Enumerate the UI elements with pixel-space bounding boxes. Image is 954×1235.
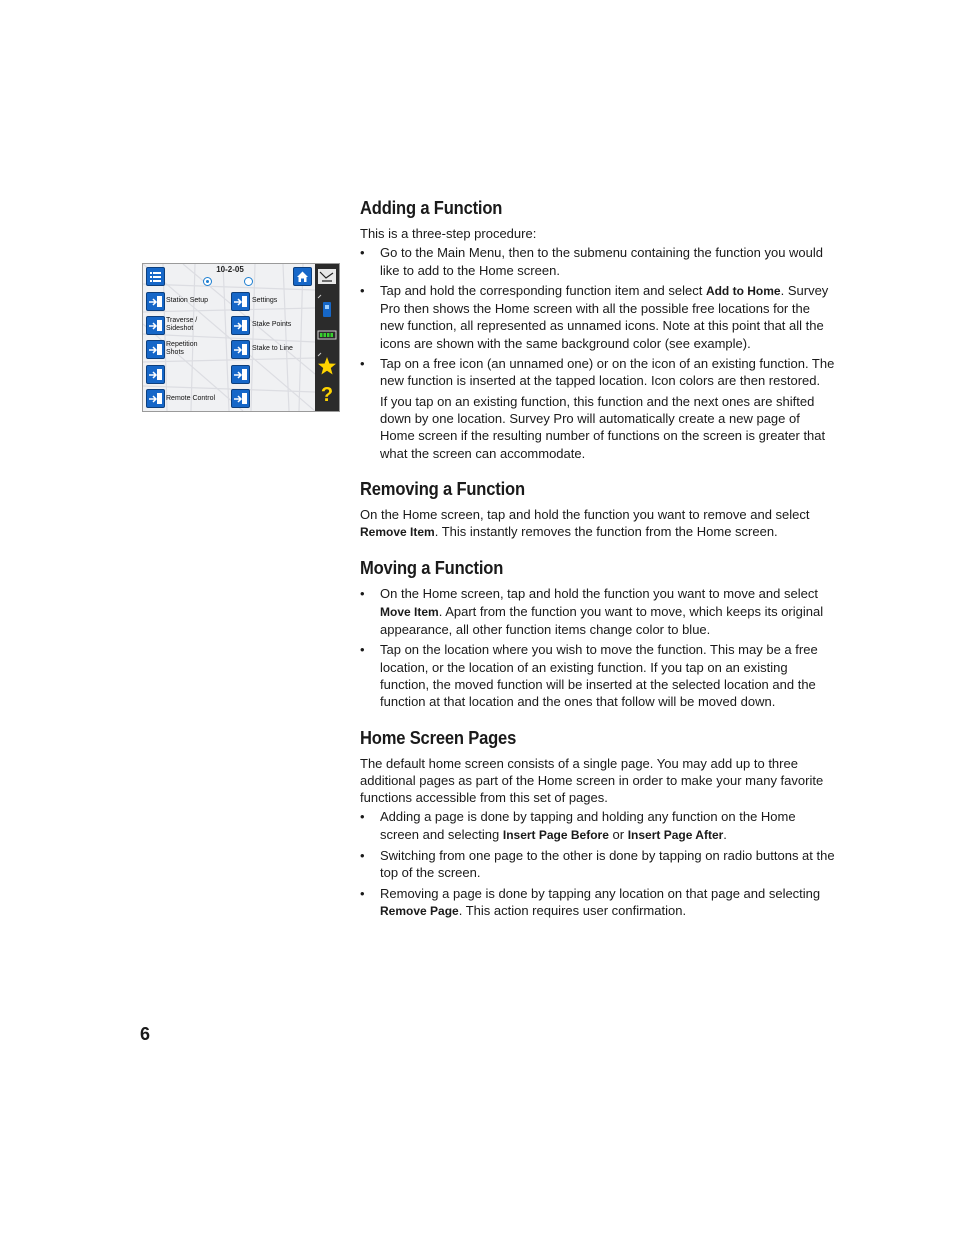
function-icon-empty[interactable]: [146, 365, 165, 384]
status-sidebar: [315, 264, 339, 411]
list-item: • Tap on the location where you wish to move the function. This may be a free location, or the location of an existing function. If you tap on an existing function, the moved function will be inserted at the selected location and the function at that location and the ones that follow will be moved down.: [360, 642, 818, 710]
function-icon[interactable]: [146, 340, 165, 359]
function-label: Station Setup: [166, 297, 209, 304]
function-label: Stake Points: [252, 321, 292, 328]
paragraph: If you tap on an existing function, this function and the next ones are shifted down by one location. Survey Pro will automatically create a new page of Home screen if the resulting number of functions on the screen is greater that what the screen can accommodate.: [380, 393, 826, 461]
svg-text:?: ?: [320, 384, 334, 406]
list-item: • Switching from one page to the other is done by tapping on radio buttons at the top of the screen.: [360, 848, 835, 881]
favorites-star-icon[interactable]: [318, 353, 336, 375]
menu-command: Add to Home: [705, 283, 781, 298]
section-heading: Adding a Function: [360, 198, 503, 218]
list-item: • Tap and hold the corresponding function item and select Add to Home. Survey Pro then shows the Home screen with all the possible free locations for the new function, all represented as unnamed icons. Note at this point that all the icons are shown with the same background color (see example).: [360, 282, 829, 351]
page-number: 6: [140, 1024, 151, 1044]
section-heading: Moving a Function: [360, 558, 504, 579]
list-item: • On the Home screen, tap and hold the function you want to move and select Move Item. Apart from the function you want to move, which keeps its original appearance, all other function items change color to blue.: [360, 586, 824, 638]
bullet-glyph: •: [360, 642, 365, 658]
function-icon[interactable]: [231, 292, 250, 311]
instrument-icon[interactable]: [318, 295, 331, 317]
page-radio-2[interactable]: [244, 277, 253, 286]
bullet-glyph: •: [360, 245, 365, 261]
home-icon[interactable]: [293, 267, 312, 286]
bullet-glyph: •: [360, 586, 365, 602]
function-label: Remote Control: [166, 395, 216, 402]
function-label: Settings: [252, 297, 278, 304]
list-item: • Adding a page is done by tapping and holding any function on the Home screen and selecting Insert Page Before or Insert Page After.: [360, 809, 796, 842]
menu-command: Remove Page: [380, 903, 459, 918]
section-removing-function: [360, 479, 835, 542]
function-icon[interactable]: [146, 316, 165, 335]
menu-command: Insert Page Before: [502, 827, 609, 842]
section-home-screen-pages: [360, 728, 835, 921]
menu-command: Insert Page After: [627, 827, 724, 842]
screen-date: 10-2-05: [216, 265, 244, 274]
function-icon[interactable]: [231, 316, 250, 335]
function-label: Repetition Shots: [166, 341, 198, 356]
bullet-glyph: •: [360, 848, 365, 864]
function-icon[interactable]: [146, 389, 165, 408]
section-moving-function: [360, 558, 835, 710]
bullet-glyph: •: [360, 885, 365, 901]
section-heading: Home Screen Pages: [360, 727, 517, 748]
function-icon-empty[interactable]: [231, 389, 250, 408]
menu-command: Remove Item: [360, 525, 435, 540]
function-icon[interactable]: [146, 292, 165, 311]
main-content: [360, 198, 835, 937]
section-heading: Removing a Function: [360, 478, 525, 499]
bullet-list: [360, 808, 835, 920]
list-item: • Removing a page is done by tapping any location on that page and selecting Remove Page. This action requires user confirmation.: [360, 885, 821, 918]
menu-command: Move Item: [380, 604, 439, 619]
paragraph: On the Home screen, tap and hold the function you want to remove and select Remove Item. This instantly removes the function from the Home screen.: [360, 506, 810, 540]
bullet-glyph: •: [360, 356, 365, 372]
function-icon-empty[interactable]: [231, 365, 250, 384]
home-screen-screenshot: [142, 263, 340, 412]
paragraph: The default home screen consists of a single page. You may add up to three additional pages as part of the Home screen in order to make your many favorite functions accessible from this set of pages.: [360, 755, 824, 806]
bullet-list: [360, 244, 835, 462]
map-background: [143, 264, 315, 411]
list-item: • Go to the Main Menu, then to the submenu containing the function you would like to add to the Home screen.: [360, 245, 824, 278]
help-icon[interactable]: [321, 384, 333, 406]
bullet-list: [360, 585, 835, 710]
list-item: • Tap on a free icon (an unnamed one) or on the icon of an existing function. The new function is inserted at the tapped location. Icon colors are then restored. If you tap on an existing function, this function and the next ones are shifted down by one location. Survey Pro will automatically create a new page of Home screen if the resulting number of functions on the screen is greater that what the screen can accommodate.: [360, 356, 835, 461]
page-radio-1[interactable]: [203, 277, 212, 286]
bullet-glyph: •: [360, 809, 365, 825]
function-icon[interactable]: [231, 340, 250, 359]
section-adding-function: [360, 198, 835, 462]
survey-tools-icon[interactable]: [318, 269, 336, 284]
main-menu-icon[interactable]: [146, 267, 165, 286]
function-label: Traverse / Sideshot: [166, 317, 198, 332]
bullet-glyph: •: [360, 282, 365, 298]
function-label: Stake to Line: [252, 345, 293, 352]
paragraph: This is a three-step procedure:: [360, 226, 537, 241]
battery-icon: [318, 331, 336, 339]
